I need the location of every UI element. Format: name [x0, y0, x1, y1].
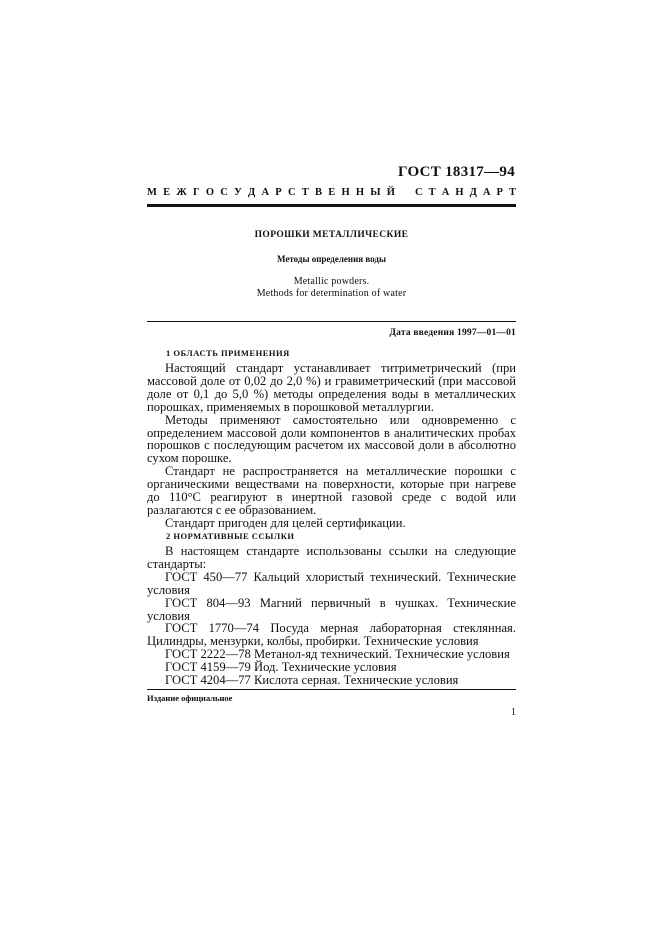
document-title: ПОРОШКИ МЕТАЛЛИЧЕСКИЕ [254, 230, 409, 240]
section1-heading: 1 ОБЛАСТЬ ПРИМЕНЕНИЯ [166, 348, 290, 358]
official-edition-note: Издание официальное [147, 693, 233, 703]
reference-list [147, 571, 516, 687]
english-title-line2: Methods for determination of water [256, 287, 407, 299]
reference-item: ГОСТ 804—93 Магний первичный в чушках. Технические условия [147, 595, 516, 623]
header-word-standard: С Т А Н Д А Р Т [415, 187, 516, 198]
reference-item: ГОСТ 2222—78 Метанол-яд технический. Технические условия [165, 647, 510, 662]
document-subtitle: Методы определения воды [276, 254, 386, 264]
section1-body [147, 362, 516, 530]
standard-type-header [147, 187, 516, 198]
section1-paragraph-2: Методы применяют самостоятельно или одновременно с определением массовой доли компонентов в аналитических пробах порошков с последующим расчетом их массовой доли в абсолютно сухом порошке. [147, 412, 516, 466]
english-title-line1: Metallic powders. [293, 276, 370, 287]
document-code: ГОСТ 18317—94 [397, 164, 515, 180]
reference-item: ГОСТ 4204—77 Кислота серная. Технические условия [165, 673, 459, 688]
introduction-date: Дата введения 1997—01—01 [389, 328, 516, 338]
reference-item: ГОСТ 1770—74 Посуда мерная лабораторная стеклянная. Цилиндры, мензурки, колбы, пробирки. Технические условия [147, 621, 516, 649]
section1-paragraph-3: Стандарт не распространяется на металлические порошки с органическими веществами на поверхности, которые при нагреве до 110°С реагируют в инертной газовой среде с водой или разлагаются с ее образованием. [147, 464, 516, 517]
title-divider-rule [147, 321, 516, 322]
header-word-interstate: М Е Ж Г О С У Д А Р С Т В Е Н Н Ы Й [147, 187, 395, 198]
section2-heading: 2 НОРМАТИВНЫЕ ССЫЛКИ [166, 531, 295, 541]
reference-item: ГОСТ 450—77 Кальций хлористый технический. Технические условия [147, 569, 516, 597]
reference-item: ГОСТ 4159—79 Йод. Технические условия [165, 660, 397, 675]
section1-paragraph-1: Настоящий стандарт устанавливает титриметрический (при массовой доле от 0,02 до 2,0 %) и гравиметрический (при массовой доле от 0,1 до 5,0 %) методы определения воды в металлических порошках, применяемых в порошковой металлургии. [147, 361, 516, 414]
page-number: 1 [511, 707, 516, 718]
header-thick-rule [147, 204, 516, 207]
english-title [147, 276, 516, 299]
footer-rule [147, 689, 516, 690]
section2-body [147, 545, 516, 687]
section2-intro: В настоящем стандарте использованы ссылки на следующие стандарты: [147, 544, 516, 571]
section1-paragraph-4: Стандарт пригоден для целей сертификации. [165, 515, 406, 530]
